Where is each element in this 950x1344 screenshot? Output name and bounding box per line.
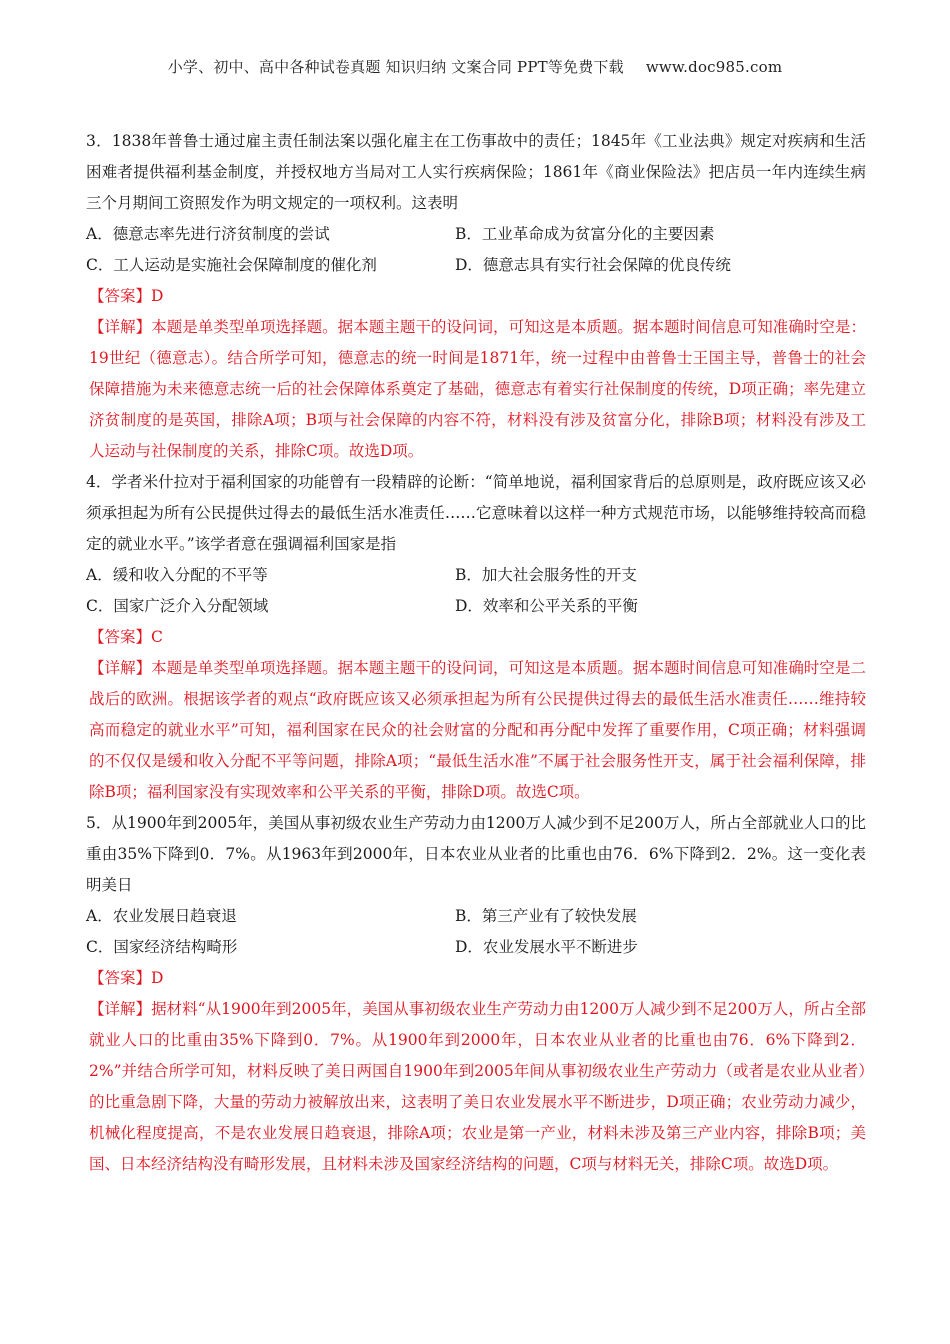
options-row [86, 932, 866, 963]
answer [89, 622, 866, 653]
options-row [86, 560, 866, 591]
document-body [86, 126, 866, 1180]
detail-tag: 【详解】 [89, 318, 152, 336]
explanation [89, 994, 866, 1180]
detail-text: 本题是单类型单项选择题。据本题主题干的设问词，可知这是本质题。据本题时间信息可知准确时空是：19世纪（德意志）。结合所学可知，德意志的统一时间是1871年，统一过程中由普鲁士王国主导，普鲁士的社会保障措施为未来德意志统一后的社会保障体系奠定了基础，德意志有着实行社保制度的传统，D项正确；率先建立济贫制度的是英国，排除A项；B项与社会保障的内容不符，材料没有涉及贫富分化，排除B项；材料没有涉及工人运动与社保制度的关系，排除C项。故选D项。 [89, 318, 866, 460]
question-4 [86, 467, 866, 808]
options-row [86, 591, 866, 622]
option-b: B．第三产业有了较快发展 [455, 907, 637, 925]
answer-value: C [151, 628, 163, 646]
options-row [86, 901, 866, 932]
detail-tag: 【详解】 [89, 1000, 152, 1018]
header-site-link[interactable]: www.doc985.com [645, 58, 783, 76]
detail-text: 本题是单类型单项选择题。据本题主题干的设问词，可知这是本质题。据本题时间信息可知准确时空是二战后的欧洲。根据该学者的观点“政府既应该又必须承担起为所有公民提供过得去的最低生活水准责任……维持较高而稳定的就业水平”可知，福利国家在民众的社会财富的分配和再分配中发挥了重要作用，C项正确；材料强调的不仅仅是缓和收入分配不平等问题，排除A项；“最低生活水准”不属于社会服务性开支，属于社会福利保障，排除B项；福利国家没有实现效率和公平关系的平衡，排除D项。故选C项。 [89, 659, 866, 801]
option-d: D．农业发展水平不断进步 [455, 938, 638, 956]
answer-tag: 【答案】 [89, 287, 152, 305]
option-c: C．国家广泛介入分配领域 [86, 597, 269, 615]
detail-tag: 【详解】 [89, 659, 152, 677]
answer-tag: 【答案】 [89, 969, 152, 987]
answer-value: D [151, 287, 164, 305]
detail-text: 据材料“从1900年到2005年，美国从事初级农业生产劳动力由1200万人减少到不足200万人，所占全部就业人口的比重由35%下降到0．7%。从1900年到2000年，日本农业从业者的比重也由76．6%下降到2．2%”并结合所学可知，材料反映了美日两国自1900年到2005年间从事初级农业生产劳动力（或者是农业从业者）的比重急剧下降，大量的劳动力被解放出来，这表明了美日农业发展水平不断进步，D项正确；农业劳动力减少，机械化程度提高，不是农业发展日趋衰退，排除A项；农业是第一产业，材料未涉及第三产业内容，排除B项；美国、日本经济结构没有畸形发展，且材料未涉及国家经济结构的问题，C项与材料无关，排除C项。故选D项。 [89, 1000, 866, 1173]
answer-value: D [151, 969, 164, 987]
options-row [86, 250, 866, 281]
option-c: C．工人运动是实施社会保障制度的催化剂 [86, 256, 377, 274]
answer [89, 963, 866, 994]
question-3 [86, 126, 866, 467]
answer [89, 281, 866, 312]
option-a: A．缓和收入分配的不平等 [86, 566, 268, 584]
option-b: B．工业革命成为贫富分化的主要因素 [455, 225, 715, 243]
explanation [89, 653, 866, 808]
option-a: A．德意志率先进行济贫制度的尝试 [86, 225, 330, 243]
option-c: C．国家经济结构畸形 [86, 938, 238, 956]
explanation [89, 312, 866, 467]
question-stem: 3．1838年普鲁士通过雇主责任制法案以强化雇主在工伤事故中的责任；1845年《工业法典》规定对疾病和生活困难者提供福利基金制度，并授权地方当局对工人实行疾病保险；1861年《商业保险法》把店员一年内连续生病三个月期间工资照发作为明文规定的一项权利。这表明 [86, 132, 866, 212]
options-row [86, 219, 866, 250]
question-stem: 4．学者米什拉对于福利国家的功能曾有一段精辟的论断：“简单地说，福利国家背后的总原则是，政府既应该又必须承担起为所有公民提供过得去的最低生活水准责任……它意味着以这样一种方式规范市场，以能够维持较高而稳定的就业水平。”该学者意在强调福利国家是指 [86, 473, 866, 553]
header-text: 小学、初中、高中各种试卷真题 知识归纳 文案合同 PPT等免费下载 [167, 58, 624, 76]
option-d: D．效率和公平关系的平衡 [455, 597, 638, 615]
answer-tag: 【答案】 [89, 628, 152, 646]
question-5 [86, 808, 866, 1180]
page-header [0, 56, 950, 77]
question-stem: 5．从1900年到2005年，美国从事初级农业生产劳动力由1200万人减少到不足200万人，所占全部就业人口的比重由35%下降到0．7%。从1963年到2000年，日本农业从业者的比重也由76．6%下降到2．2%。这一变化表明美日 [86, 814, 866, 894]
option-b: B．加大社会服务性的开支 [455, 566, 637, 584]
option-a: A．农业发展日趋衰退 [86, 907, 237, 925]
option-d: D．德意志具有实行社会保障的优良传统 [455, 256, 731, 274]
